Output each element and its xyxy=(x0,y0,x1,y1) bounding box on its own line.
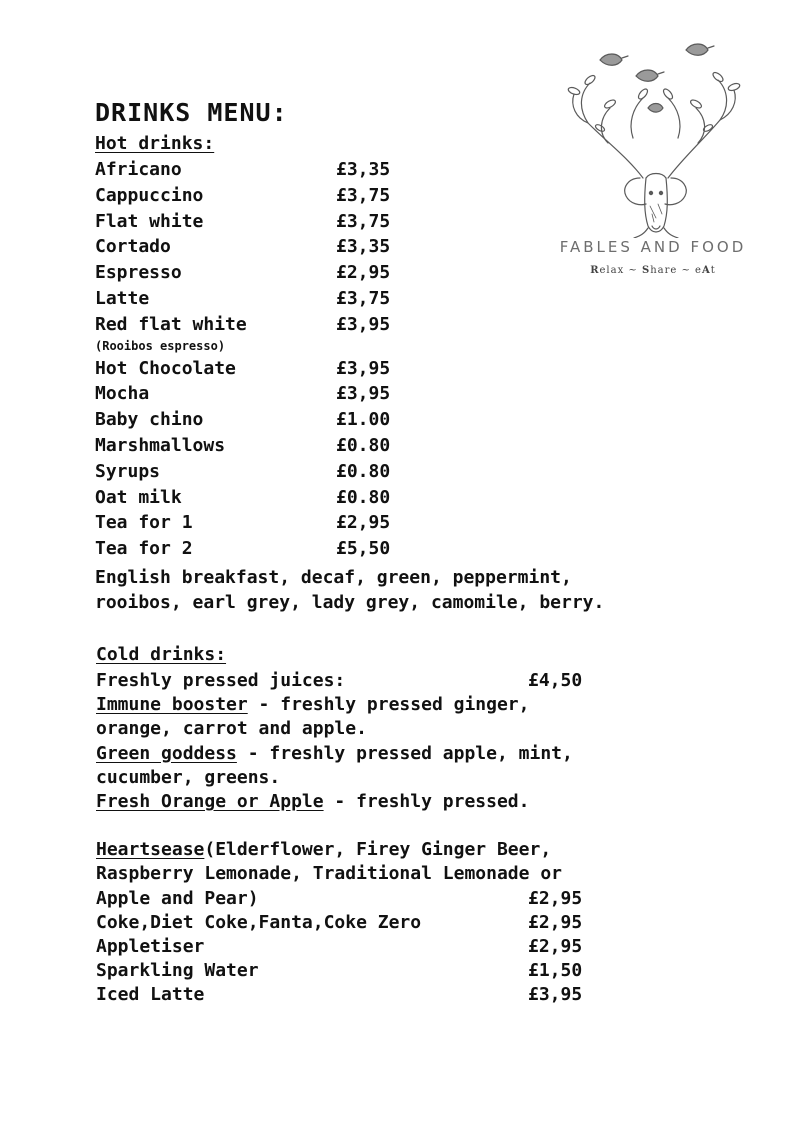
tea-varieties-line: rooibos, earl grey, lady grey, camomile, berry. xyxy=(95,592,605,613)
item-name: Tea for 2 xyxy=(95,538,193,560)
list-item xyxy=(95,183,515,209)
item-name: Espresso xyxy=(95,262,182,284)
juice-desc: cucumber, greens. xyxy=(96,766,281,788)
item-price: £2,95 xyxy=(336,262,391,284)
list-item xyxy=(95,536,515,562)
list-item xyxy=(96,983,736,1007)
cold-drinks-list xyxy=(96,669,736,1007)
list-item xyxy=(95,234,515,260)
list-item xyxy=(96,887,736,911)
list-item xyxy=(96,959,736,983)
item-name: Coke,Diet Coke,Fanta,Coke Zero xyxy=(96,911,422,933)
brand-name: FABLES AND FOOD xyxy=(559,238,747,256)
tagline-text: t xyxy=(710,265,716,276)
cold-drinks-heading: Cold drinks: xyxy=(96,644,227,665)
tagline-text: elax ~ xyxy=(599,265,642,276)
list-item xyxy=(95,312,515,338)
juice-description xyxy=(96,766,736,790)
item-price: £3,95 xyxy=(528,984,583,1006)
item-name: Flat white xyxy=(95,210,204,232)
list-item xyxy=(95,381,515,407)
item-price: £2,95 xyxy=(528,935,583,957)
item-price: £1,50 xyxy=(528,960,583,982)
item-name: Freshly pressed juices: xyxy=(96,670,346,691)
tagline-letter: S xyxy=(641,265,651,276)
tagline-text: hare ~ e xyxy=(650,265,702,276)
list-item xyxy=(95,157,515,183)
item-name: Apple and Pear) xyxy=(96,887,259,909)
list-item xyxy=(96,911,736,935)
item-price: £4,50 xyxy=(528,670,583,691)
heartsease-description xyxy=(96,862,736,886)
item-name: Mocha xyxy=(95,383,150,405)
list-item xyxy=(95,209,515,235)
item-name: Cortado xyxy=(95,236,171,258)
juice-desc: orange, carrot and apple. xyxy=(96,718,367,740)
item-price: £3,95 xyxy=(336,357,391,379)
item-name: Red flat white xyxy=(95,313,247,335)
tagline-letter: A xyxy=(701,265,711,276)
item-price: £2,95 xyxy=(528,887,583,909)
juice-desc: - freshly pressed ginger, xyxy=(247,694,530,716)
item-note xyxy=(95,338,515,356)
tagline-letter: R xyxy=(590,265,600,276)
item-name: Appletiser xyxy=(96,935,205,957)
tea-varieties-line: English breakfast, decaf, green, peppermint, xyxy=(95,567,572,588)
item-price: £3,75 xyxy=(336,287,391,309)
list-item xyxy=(95,407,515,433)
hot-drinks-list xyxy=(95,157,515,562)
item-price: £3,75 xyxy=(336,210,391,232)
item-price: £2,95 xyxy=(336,512,391,534)
spacer xyxy=(96,814,736,838)
brand-tagline xyxy=(548,265,758,276)
juice-description xyxy=(96,717,736,741)
list-item xyxy=(95,356,515,382)
juice-name: Fresh Orange or Apple xyxy=(96,790,324,812)
item-name: Marshmallows xyxy=(95,434,226,456)
item-price: £0.80 xyxy=(336,486,391,508)
item-price: £5,50 xyxy=(336,538,391,560)
page-title: DRINKS MENU: xyxy=(95,98,288,127)
item-name: Sparkling Water xyxy=(96,960,259,982)
item-note-text: (Rooibos espresso) xyxy=(95,338,226,353)
item-price: £2,95 xyxy=(528,911,583,933)
heartsease-desc: (Elderflower, Firey Ginger Beer, xyxy=(204,839,552,861)
list-item xyxy=(95,510,515,536)
list-item xyxy=(96,669,736,693)
item-price: £3,95 xyxy=(336,313,391,335)
item-price: £0.80 xyxy=(336,434,391,456)
item-name: Syrups xyxy=(95,460,161,482)
juice-desc: - freshly pressed apple, mint, xyxy=(236,742,573,764)
item-price: £3,35 xyxy=(336,236,391,258)
list-item xyxy=(96,935,736,959)
list-item xyxy=(95,485,515,511)
juice-name: Immune booster xyxy=(96,694,248,716)
item-price: £3,35 xyxy=(336,159,391,180)
item-price: £3,95 xyxy=(336,383,391,405)
item-name: Cappuccino xyxy=(95,184,204,206)
juice-name: Green goddess xyxy=(96,742,237,764)
juice-desc: - freshly pressed. xyxy=(323,790,530,812)
list-item xyxy=(95,433,515,459)
item-name: Baby chino xyxy=(95,409,204,431)
item-name: Africano xyxy=(95,159,182,180)
hot-drinks-heading: Hot drinks: xyxy=(95,133,215,154)
list-item xyxy=(95,286,515,312)
item-name: Iced Latte xyxy=(96,984,205,1006)
heartsease-desc: Raspberry Lemonade, Traditional Lemonade or xyxy=(96,863,562,885)
item-price: £0.80 xyxy=(336,460,391,482)
item-price: £1.00 xyxy=(336,409,391,431)
heartsease-description xyxy=(96,838,736,862)
item-price: £3,75 xyxy=(336,184,391,206)
item-name: Tea for 1 xyxy=(95,512,193,534)
juice-description xyxy=(96,790,736,814)
item-name: Latte xyxy=(95,287,150,309)
item-name: Hot Chocolate xyxy=(95,357,236,379)
list-item xyxy=(95,260,515,286)
heartsease-name: Heartsease xyxy=(96,839,205,861)
juice-description xyxy=(96,693,736,717)
tea-varieties xyxy=(95,565,735,615)
juice-description xyxy=(96,742,736,766)
list-item xyxy=(95,459,515,485)
item-name: Oat milk xyxy=(95,486,182,508)
